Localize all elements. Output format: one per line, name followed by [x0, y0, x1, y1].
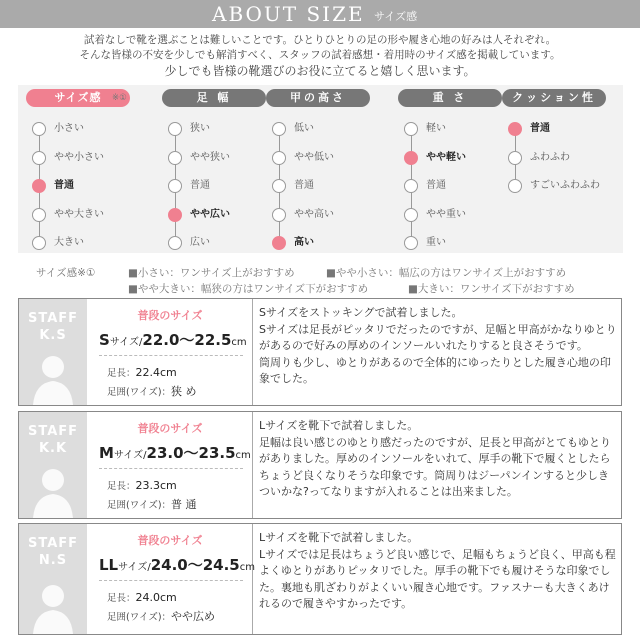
divider: [99, 468, 243, 469]
scale-option-label: 広い: [190, 237, 210, 248]
scale-option-label: やや大きい: [54, 208, 104, 220]
size-scale-panel: [18, 85, 623, 253]
staff-avatar-panel: [19, 412, 87, 518]
scale-option-label: やや重い: [426, 208, 466, 220]
selected-dot-icon: [32, 179, 46, 193]
scale-column: [162, 89, 266, 248]
dot-icon: [404, 179, 418, 193]
staff-comment: Lサイズを靴下で試着しました。 足幅は良い感じのゆとり感だったのですが、足長と甲高がとてもゆとりがありました。厚めのインソールをいれて、厚手の靴下で履くとしたらちょうど良くなりそうな印象です。筒周りはジーパンインすると少しきついかな?ってなりますが入れることは出来ました。: [259, 419, 611, 498]
foot-length-value: 24.0cm: [135, 591, 177, 604]
foot-length: [107, 478, 177, 492]
foot-width-label: 足囲(ワイズ)：: [107, 612, 172, 623]
scale-option-label: やや狭い: [190, 151, 230, 163]
scale-option-label: 軽い: [426, 123, 446, 134]
scale-option-label: 普通: [190, 180, 210, 191]
scale-title: サイズ感: [26, 89, 130, 107]
foot-width-value: 狭 め: [171, 385, 197, 398]
size-range: 24.0〜24.5: [150, 556, 240, 574]
staff-review-card: [18, 523, 622, 635]
dot-icon: [508, 151, 522, 165]
dot-icon: [272, 151, 286, 165]
intro-line: 試着なしで靴を選ぶことは難しいことです。ひとりひとりの足の形や履き心地の好みは人それぞれ。: [83, 34, 557, 46]
scale-option-label: 高い: [294, 237, 314, 248]
staff-comment: Sサイズをストッキングで試着しました。 Sサイズは足長がピッタリでだったのですが、足幅と甲高がかなりゆとりがあるので好みの厚めのインソールいれたりすると良さそうです。 筒周りも少し、ゆとりがあるので全体的にゆったりとした履き心地の印象でした。: [259, 306, 617, 385]
size-unit: サイズ/: [118, 562, 151, 573]
scale-option-label: やや広い: [190, 208, 230, 220]
selected-dot-icon: [168, 208, 182, 222]
staff-avatar-panel: [19, 299, 87, 405]
page-title: ABOUT SIZE: [212, 2, 365, 26]
foot-width-label: 足囲(ワイズ)：: [107, 500, 172, 511]
staff-label: STAFF: [27, 536, 79, 551]
scale-option-label: 普通: [530, 123, 550, 134]
size-letter: LL: [99, 556, 119, 574]
intro-line: 少しでも皆様の靴選びのお役に立てると嬉しく思います。: [164, 64, 476, 78]
size-letter: M: [99, 444, 114, 462]
foot-width: [107, 496, 197, 512]
legend-label: サイズ感※①: [36, 267, 96, 279]
usual-size-label: 普段のサイズ: [137, 309, 203, 322]
legend-item: ■やや小さい：幅広の方はワンサイズ上がおすすめ: [326, 267, 567, 279]
dot-icon: [168, 236, 182, 250]
foot-length-label: 足長：: [107, 593, 136, 604]
usual-size-value: [99, 554, 255, 575]
divider: [99, 355, 243, 356]
scale-option-label: 狭い: [190, 123, 210, 134]
scale-option-label: すごいふわふわ: [530, 180, 600, 191]
staff-label: STAFF: [27, 424, 79, 439]
scale-column: [266, 89, 370, 248]
dot-icon: [168, 122, 182, 136]
dot-icon: [32, 122, 46, 136]
scale-option-label: やや高い: [294, 208, 334, 220]
foot-length-label: 足長：: [107, 481, 136, 492]
usual-size-label: 普段のサイズ: [137, 534, 203, 547]
title-bar: [0, 0, 640, 28]
dot-icon: [168, 151, 182, 165]
dot-icon: [404, 122, 418, 136]
staff-review-card: [18, 411, 622, 519]
foot-length: [107, 365, 177, 379]
dot-icon: [272, 208, 286, 222]
size-unit: サイズ/: [113, 450, 147, 461]
scale-option-label: 大きい: [54, 237, 84, 248]
scale-option-label: 重い: [426, 237, 446, 248]
intro-text: [0, 33, 640, 80]
person-silhouette-icon: [29, 347, 77, 405]
foot-width: [107, 383, 197, 399]
scale-note: ※①: [112, 93, 127, 103]
scale-title: 足 幅: [162, 89, 266, 107]
scale-title: 甲の高さ: [266, 89, 370, 107]
scale-option-label: 普通: [426, 180, 446, 191]
legend-item: ■小さい：ワンサイズ上がおすすめ: [128, 267, 295, 279]
size-cm: cm: [235, 450, 251, 461]
staff-initials: K.S: [39, 328, 67, 343]
scale-option-label: やや低い: [294, 151, 334, 163]
divider: [99, 580, 243, 581]
staff-label: STAFF: [27, 311, 79, 326]
staff-avatar-panel: [19, 524, 87, 634]
scale-title: 重 さ: [398, 89, 502, 107]
scale-column: [398, 89, 502, 248]
page-subtitle: サイズ感: [374, 10, 418, 23]
dot-icon: [404, 208, 418, 222]
scale-option-label: ふわふわ: [530, 151, 570, 163]
scale-column: [26, 89, 130, 248]
staff-initials: K.K: [38, 441, 68, 456]
scale-title: クッション性: [502, 89, 606, 107]
dot-icon: [32, 151, 46, 165]
scale-option-label: やや軽い: [426, 151, 466, 163]
scale-column: [502, 89, 606, 191]
usual-size-panel: [87, 412, 253, 518]
usual-size-panel: [87, 299, 253, 405]
size-range: 22.0〜22.5: [142, 331, 232, 349]
legend-item: ■やや大きい：幅狭の方はワンサイズ下がおすすめ: [128, 283, 369, 295]
foot-width: [107, 608, 215, 624]
selected-dot-icon: [272, 236, 286, 250]
size-unit: サイズ/: [109, 337, 143, 348]
selected-dot-icon: [508, 122, 522, 136]
scale-option-label: 普通: [294, 180, 314, 191]
scale-option-label: やや小さい: [54, 151, 104, 163]
person-silhouette-icon: [29, 460, 77, 518]
usual-size-panel: [87, 524, 253, 634]
usual-size-label: 普段のサイズ: [137, 422, 203, 435]
size-cm: cm: [231, 337, 247, 348]
staff-comment: Lサイズを靴下で試着しました。 Lサイズでは足長はちょうど良い感じで、足幅もちょうど良く、甲高も程よくゆとりがありピッタリでした。厚手の靴下でも履けそうな印象でした。裏地も肌ざわりがよくいい履き心地です。ファスナーも大きくあけれるので履きやすかったです。: [259, 531, 616, 610]
foot-width-value: 普 通: [171, 498, 197, 511]
dot-icon: [32, 208, 46, 222]
legend-item: ■大きい：ワンサイズ下がおすすめ: [408, 283, 575, 295]
dot-icon: [508, 179, 522, 193]
selected-dot-icon: [404, 151, 418, 165]
foot-length: [107, 590, 177, 604]
dot-icon: [168, 179, 182, 193]
staff-initials: N.S: [38, 553, 68, 568]
dot-icon: [404, 236, 418, 250]
foot-width-value: やや広め: [171, 610, 216, 623]
size-letter: S: [99, 331, 110, 349]
usual-size-value: [99, 442, 251, 463]
intro-line: そんな皆様の不安を少しでも解消すべく、スタッフの試着感想・着用時のサイズ感を掲載しています。: [79, 49, 561, 61]
staff-review-card: [18, 298, 622, 406]
scale-option-label: 小さい: [54, 123, 84, 134]
foot-length-value: 22.4cm: [135, 366, 177, 379]
scale-option-label: 低い: [294, 123, 314, 134]
foot-width-label: 足囲(ワイズ)：: [107, 387, 172, 398]
dot-icon: [272, 122, 286, 136]
foot-length-value: 23.3cm: [135, 479, 177, 492]
usual-size-value: [99, 329, 247, 350]
dot-icon: [32, 236, 46, 250]
scale-option-label: 普通: [54, 180, 74, 191]
size-cm: cm: [239, 562, 255, 573]
foot-length-label: 足長：: [107, 368, 136, 379]
person-silhouette-icon: [29, 576, 77, 634]
size-range: 23.0〜23.5: [146, 444, 236, 462]
dot-icon: [272, 179, 286, 193]
